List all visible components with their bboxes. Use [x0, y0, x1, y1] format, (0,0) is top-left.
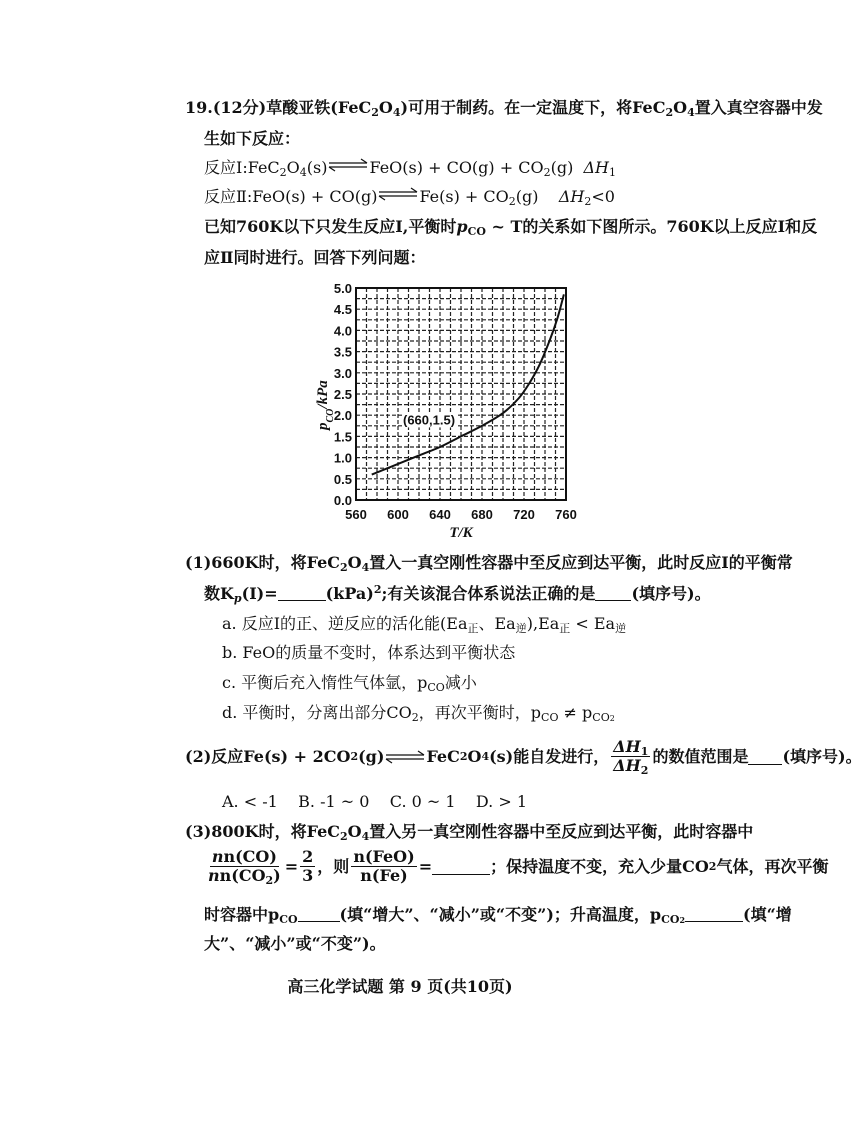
known-condition-line2: 应Ⅱ同时进行。回答下列问题：	[204, 248, 426, 267]
part2-options	[222, 792, 527, 811]
chart-x-ticks	[345, 507, 577, 522]
part1-line2: 数$K_p(Ⅰ)= (kPa)^2$;有关该混合体系说法正确的是 (填序号)。	[204, 583, 711, 605]
question-intro: 19.(12分)草酸亚铁$(FeC_2O_4)$可用于制药。在一定温度下，将$FeC_2O_4$置入真空容器中发	[185, 98, 823, 119]
pco-temperature-chart	[305, 278, 585, 540]
y-tick-label: 2.0	[333, 408, 352, 424]
known-condition: 已知760K以下只发生反应Ⅰ,平衡时$p_{CO}$ ~ T的关系如下图所示。760K以上反应Ⅰ和反	[204, 217, 818, 238]
y-tick-label: 4.0	[333, 323, 352, 339]
option-d: d. 平衡时，分离出部分$CO_2$，再次平衡时，$p_{CO} \ne p_{CO2}$	[222, 703, 615, 724]
equilibrium-arrow-icon	[384, 751, 426, 763]
y-tick-label: 5.0	[333, 281, 352, 296]
equilibrium-arrow-icon	[377, 188, 419, 200]
y-tick-label: 1.0	[333, 450, 352, 466]
answer-blank-range[interactable]	[748, 748, 782, 765]
question-number: 19.	[185, 98, 213, 117]
option-c: c. 平衡后充入惰性气体氩，$p_{CO}$减小	[222, 673, 477, 694]
option-A: A. < -1	[222, 792, 278, 811]
reaction-2: 反应Ⅱ:FeO(s) + CO(g) $Fe(s) + CO_2(g)$ $\Delta H_2<0$	[204, 187, 615, 208]
chart-y-axis-label: $p_{CO}$/kPa	[315, 380, 336, 430]
option-D: D. > 1	[475, 792, 528, 811]
co-ratio-fraction: $\frac{nn(CO)}{nn(CO_2)}$	[208, 847, 281, 888]
part3-line2: $\frac{nn(CO)}{nn(CO_2)}$ = $\frac{2}{3}$ ，则 $\frac{\text{n(FeO)}}{n(Fe)}$ = ；保持温度不变，充入少量CO 2 气体，再次平衡	[208, 847, 829, 888]
option-b: b. FeO的质量不变时，体系达到平衡状态	[222, 643, 516, 662]
reaction-1: 反应$Ⅰ:FeC_2O_4(s)$ $FeO(s) + CO(g) + CO_2(g)$ $\Delta H_1$	[204, 158, 617, 179]
y-tick-label: 1.5	[333, 429, 352, 445]
y-tick-label: 2.5	[333, 387, 352, 402]
part3-line1: (3)800K时，将$FeC_2O_4$置入另一真空刚性容器中至反应到达平衡，此时容器中	[185, 822, 754, 843]
option-C: C. 0 ~ 1	[389, 792, 456, 811]
chart-y-ticks	[334, 281, 352, 508]
x-tick-label: 680	[471, 507, 493, 522]
chart-x-axis-label: T/K	[449, 525, 473, 541]
part3-line4: 大”、“减小”或“不变”)。	[204, 934, 386, 953]
equilibrium-arrow-icon	[327, 159, 369, 171]
y-tick-label: 0.0	[333, 493, 352, 508]
question-score: (12分)	[212, 98, 267, 117]
answer-blank-pco-change[interactable]	[298, 905, 340, 922]
question-intro-line2: 生如下反应：	[204, 129, 301, 148]
part1-line1: (1)660K时，将$FeC_2O_4$置入一真空刚性容器中至反应到达平衡，此时反应Ⅰ的平衡常	[185, 553, 793, 574]
two-thirds-fraction: $\frac{2}{3}$	[302, 847, 314, 886]
part3-line3: 时容器中$p_{CO}$ (填“增大”、“减小”或“不变”)；升高温度，$p_{CO2}$ (填“增	[204, 905, 792, 926]
answer-blank-kp[interactable]	[278, 584, 326, 601]
x-tick-label: 720	[513, 507, 535, 522]
feo-fe-ratio-fraction: $\frac{\text{n(FeO)}}{n(Fe)}$	[353, 847, 415, 886]
answer-blank-correct-options[interactable]	[595, 584, 631, 601]
x-tick-label: 640	[429, 507, 451, 522]
dh-ratio-fraction: $\frac{\Delta H_1}{\Delta H_2}$	[613, 737, 649, 778]
y-tick-label: 3.5	[333, 344, 352, 360]
x-tick-label: 600	[387, 507, 409, 522]
option-a: a. 反应Ⅰ的正、逆反应的活化能($Ea_正$、$Ea_逆),Ea_正 < Ea_逆$	[222, 614, 627, 635]
part2-line: (2)反应Fe(s) + 2CO 2 (g) FeC 2 O 4 (s)能自发进行， $\frac{\Delta H_1}{\Delta H_2}$ 的数值范围是 (填序号)。	[185, 737, 862, 778]
chart-annotation: (660,1.5)	[403, 412, 456, 428]
x-tick-label: 760	[555, 507, 577, 522]
x-tick-label: 560	[345, 507, 367, 522]
answer-blank-pco2-change[interactable]	[685, 905, 743, 922]
page-footer: 高三化学试题 第 9 页(共10页)	[287, 977, 513, 996]
y-tick-label: 4.5	[333, 302, 352, 318]
y-tick-label: 0.5	[333, 471, 352, 487]
y-tick-label: 3.0	[333, 365, 352, 381]
option-B: B. -1 ~ 0	[298, 792, 370, 811]
answer-blank-feo-fe-ratio[interactable]	[432, 858, 490, 875]
